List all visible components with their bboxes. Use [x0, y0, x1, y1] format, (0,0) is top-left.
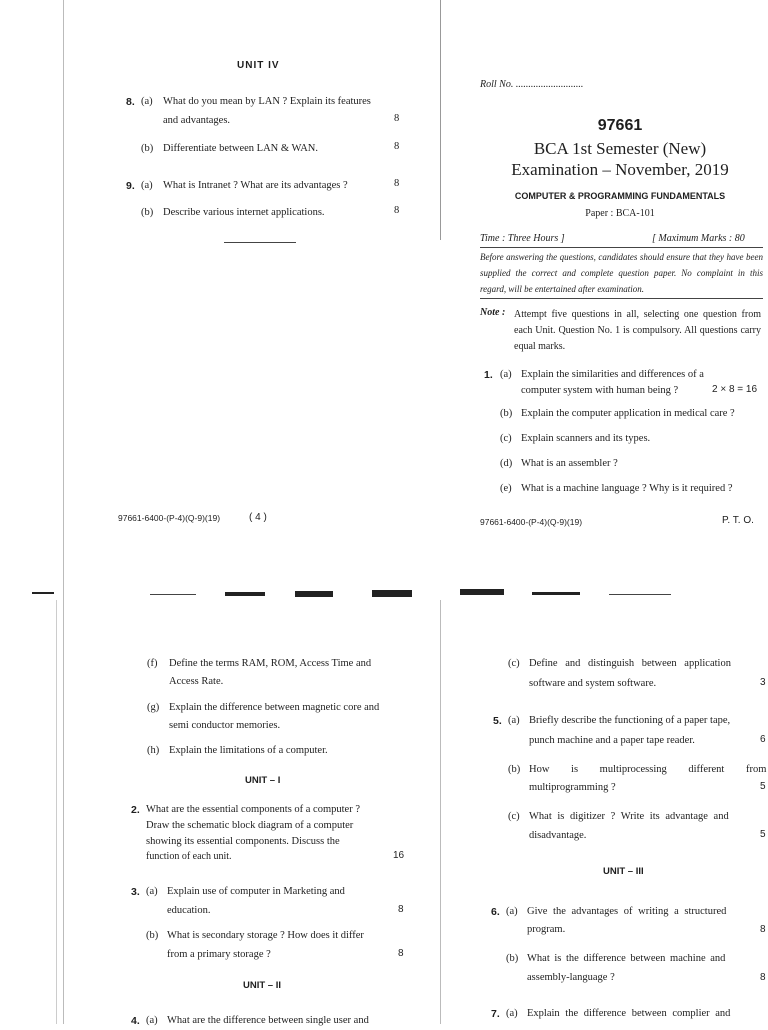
unit-heading: UNIT – I [245, 775, 281, 786]
marks: 5 [760, 829, 766, 840]
question-number: 7. [491, 1008, 500, 1020]
question-line: assembly-language ? [527, 972, 615, 983]
sub-label: (a) [506, 906, 518, 917]
sub-label: (a) [508, 715, 520, 726]
question-line: function of each unit. [146, 851, 232, 862]
question-line: What is secondary storage ? How does it differ [167, 930, 364, 941]
question-line: Explain the limitations of a computer. [169, 745, 328, 756]
question-line: Describe various internet applications. [163, 207, 325, 218]
question-line: What is Intranet ? What are its advantages ? [163, 180, 348, 191]
question-number: 9. [126, 180, 135, 192]
question-number: 4. [131, 1015, 140, 1027]
marks: 8 [398, 948, 404, 959]
marks: 6 [760, 734, 766, 745]
scan-mark [460, 589, 504, 595]
scan-mark [609, 594, 671, 595]
question-line: computer system with human being ? [521, 385, 679, 396]
paper-number: Paper : BCA-101 [585, 208, 655, 219]
sub-label: (h) [147, 745, 160, 756]
marks: 8 [394, 178, 400, 189]
roll-number-field: Roll No. ........................... [480, 79, 584, 90]
sub-label: (c) [508, 811, 520, 822]
scan-edge-left [63, 0, 64, 1024]
question-number: 8. [126, 96, 135, 108]
marks: 3 [760, 677, 766, 688]
scan-edge-bottom-left [56, 600, 57, 1024]
question-number: 6. [491, 906, 500, 918]
page-fold-divider [440, 0, 441, 240]
sub-label: (a) [141, 96, 153, 107]
question-line: What is a machine language ? Why is it required ? [521, 483, 733, 494]
scan-mark [532, 592, 580, 595]
marks: 8 [394, 113, 400, 124]
sub-label: (e) [500, 483, 512, 494]
footer-code: 97661-6400-(P-4)(Q-9)(19) [118, 513, 221, 523]
question-line: Briefly describe the functioning of a paper tape, [529, 715, 731, 726]
end-rule [224, 242, 296, 243]
question-line: What are the essential components of a computer ? [146, 804, 360, 815]
sub-label: (b) [506, 953, 519, 964]
question-line: punch machine and a paper tape reader. [529, 735, 695, 746]
rule [480, 247, 763, 248]
max-marks-label: [ Maximum Marks : 80 [652, 233, 745, 244]
sub-label: (b) [508, 764, 521, 775]
marks: 8 [398, 904, 404, 915]
question-line: Explain the difference between magnetic core and [169, 702, 380, 713]
sub-label: (a) [500, 369, 512, 380]
question-line: What is the difference between machine and [527, 953, 726, 964]
unit-heading: UNIT – III [603, 866, 644, 877]
subject-title: COMPUTER & PROGRAMMING FUNDAMENTALS [514, 191, 726, 201]
marks: 8 [394, 205, 400, 216]
scan-mark [225, 592, 265, 596]
unit-heading: UNIT IV [237, 60, 280, 71]
question-number: 5. [493, 715, 502, 727]
question-line: Give the advantages of writing a structured [527, 906, 727, 917]
marks: 16 [393, 850, 405, 861]
note-label: Note : [480, 307, 506, 318]
sub-label: (a) [146, 886, 158, 897]
question-line: Explain use of computer in Marketing and [167, 886, 345, 897]
sub-label: (c) [508, 658, 520, 669]
scan-mark [372, 590, 412, 597]
question-line: Explain scanners and its types. [521, 433, 651, 444]
question-line: How is multiprocessing different from [529, 764, 767, 775]
course-title: BCA 1st Semester (New) [533, 139, 707, 158]
question-line: and advantages. [163, 115, 231, 126]
page-fold-divider-lower [440, 600, 441, 1024]
question-number: 2. [131, 804, 140, 816]
question-line: Explain the similarities and differences of a [521, 369, 704, 380]
sub-label: (a) [141, 180, 153, 191]
question-number: 3. [131, 886, 140, 898]
question-line: Define and distinguish between application [529, 658, 731, 669]
scan-mark [295, 591, 333, 597]
question-line: multiprogramming ? [529, 782, 616, 793]
question-line: education. [167, 905, 211, 916]
sub-label: (b) [141, 143, 154, 154]
question-line: What is an assembler ? [521, 458, 618, 469]
question-line: from a primary storage ? [167, 949, 271, 960]
footer-code: 97661-6400-(P-4)(Q-9)(19) [480, 517, 583, 527]
sub-label: (d) [500, 458, 513, 469]
time-label: Time : Three Hours ] [480, 233, 565, 244]
question-line: disadvantage. [529, 830, 587, 841]
marks: 8 [760, 924, 766, 935]
sub-label: (f) [147, 658, 158, 669]
note-text: Attempt five questions in all, selecting one question from each Unit. Question No. 1 is compulsory. All questions carry equal marks. [514, 309, 761, 352]
question-line: Access Rate. [169, 676, 224, 687]
marks: 5 [760, 781, 766, 792]
sub-label: (g) [147, 702, 160, 713]
question-line: program. [527, 924, 566, 935]
sub-label: (a) [506, 1008, 518, 1019]
paper-code: 97661 [597, 117, 643, 134]
scan-mark [150, 594, 196, 595]
marks: 8 [394, 141, 400, 152]
question-line: Draw the schematic block diagram of a computer [146, 820, 354, 831]
question-line: Differentiate between LAN & WAN. [163, 143, 319, 154]
exam-title: Examination – November, 2019 [511, 160, 729, 179]
sub-label: (b) [146, 930, 159, 941]
question-line: Explain the difference between complier and [527, 1008, 731, 1019]
question-line: Define the terms RAM, ROM, Access Time and [169, 658, 372, 669]
unit-heading: UNIT – II [243, 980, 282, 991]
question-number: 1. [484, 369, 493, 381]
question-line: What do you mean by LAN ? Explain its features [163, 96, 371, 107]
instructions: Before answering the questions, candidates should ensure that they have been supplied the correct and complete question paper. No complaint in this regard, will be entertained after examination. [480, 252, 763, 294]
sub-label: (c) [500, 433, 512, 444]
scan-mark [32, 592, 54, 594]
rule [480, 298, 763, 299]
question-line: Explain the computer application in medical care ? [521, 408, 735, 419]
sub-label: (b) [141, 207, 154, 218]
marks: 2 × 8 = 16 [712, 384, 758, 395]
question-line: What are the difference between single user and [167, 1015, 369, 1026]
question-line: What is digitizer ? Write its advantage and [529, 811, 729, 822]
marks: 8 [760, 972, 766, 983]
sub-label: (a) [146, 1015, 158, 1026]
footer-page-number: ( 4 ) [249, 512, 267, 523]
footer-pto: P. T. O. [722, 515, 754, 526]
question-line: semi conductor memories. [169, 720, 281, 731]
question-line: showing its essential components. Discuss the [146, 836, 340, 847]
question-line: software and system software. [529, 678, 657, 689]
sub-label: (b) [500, 408, 513, 419]
